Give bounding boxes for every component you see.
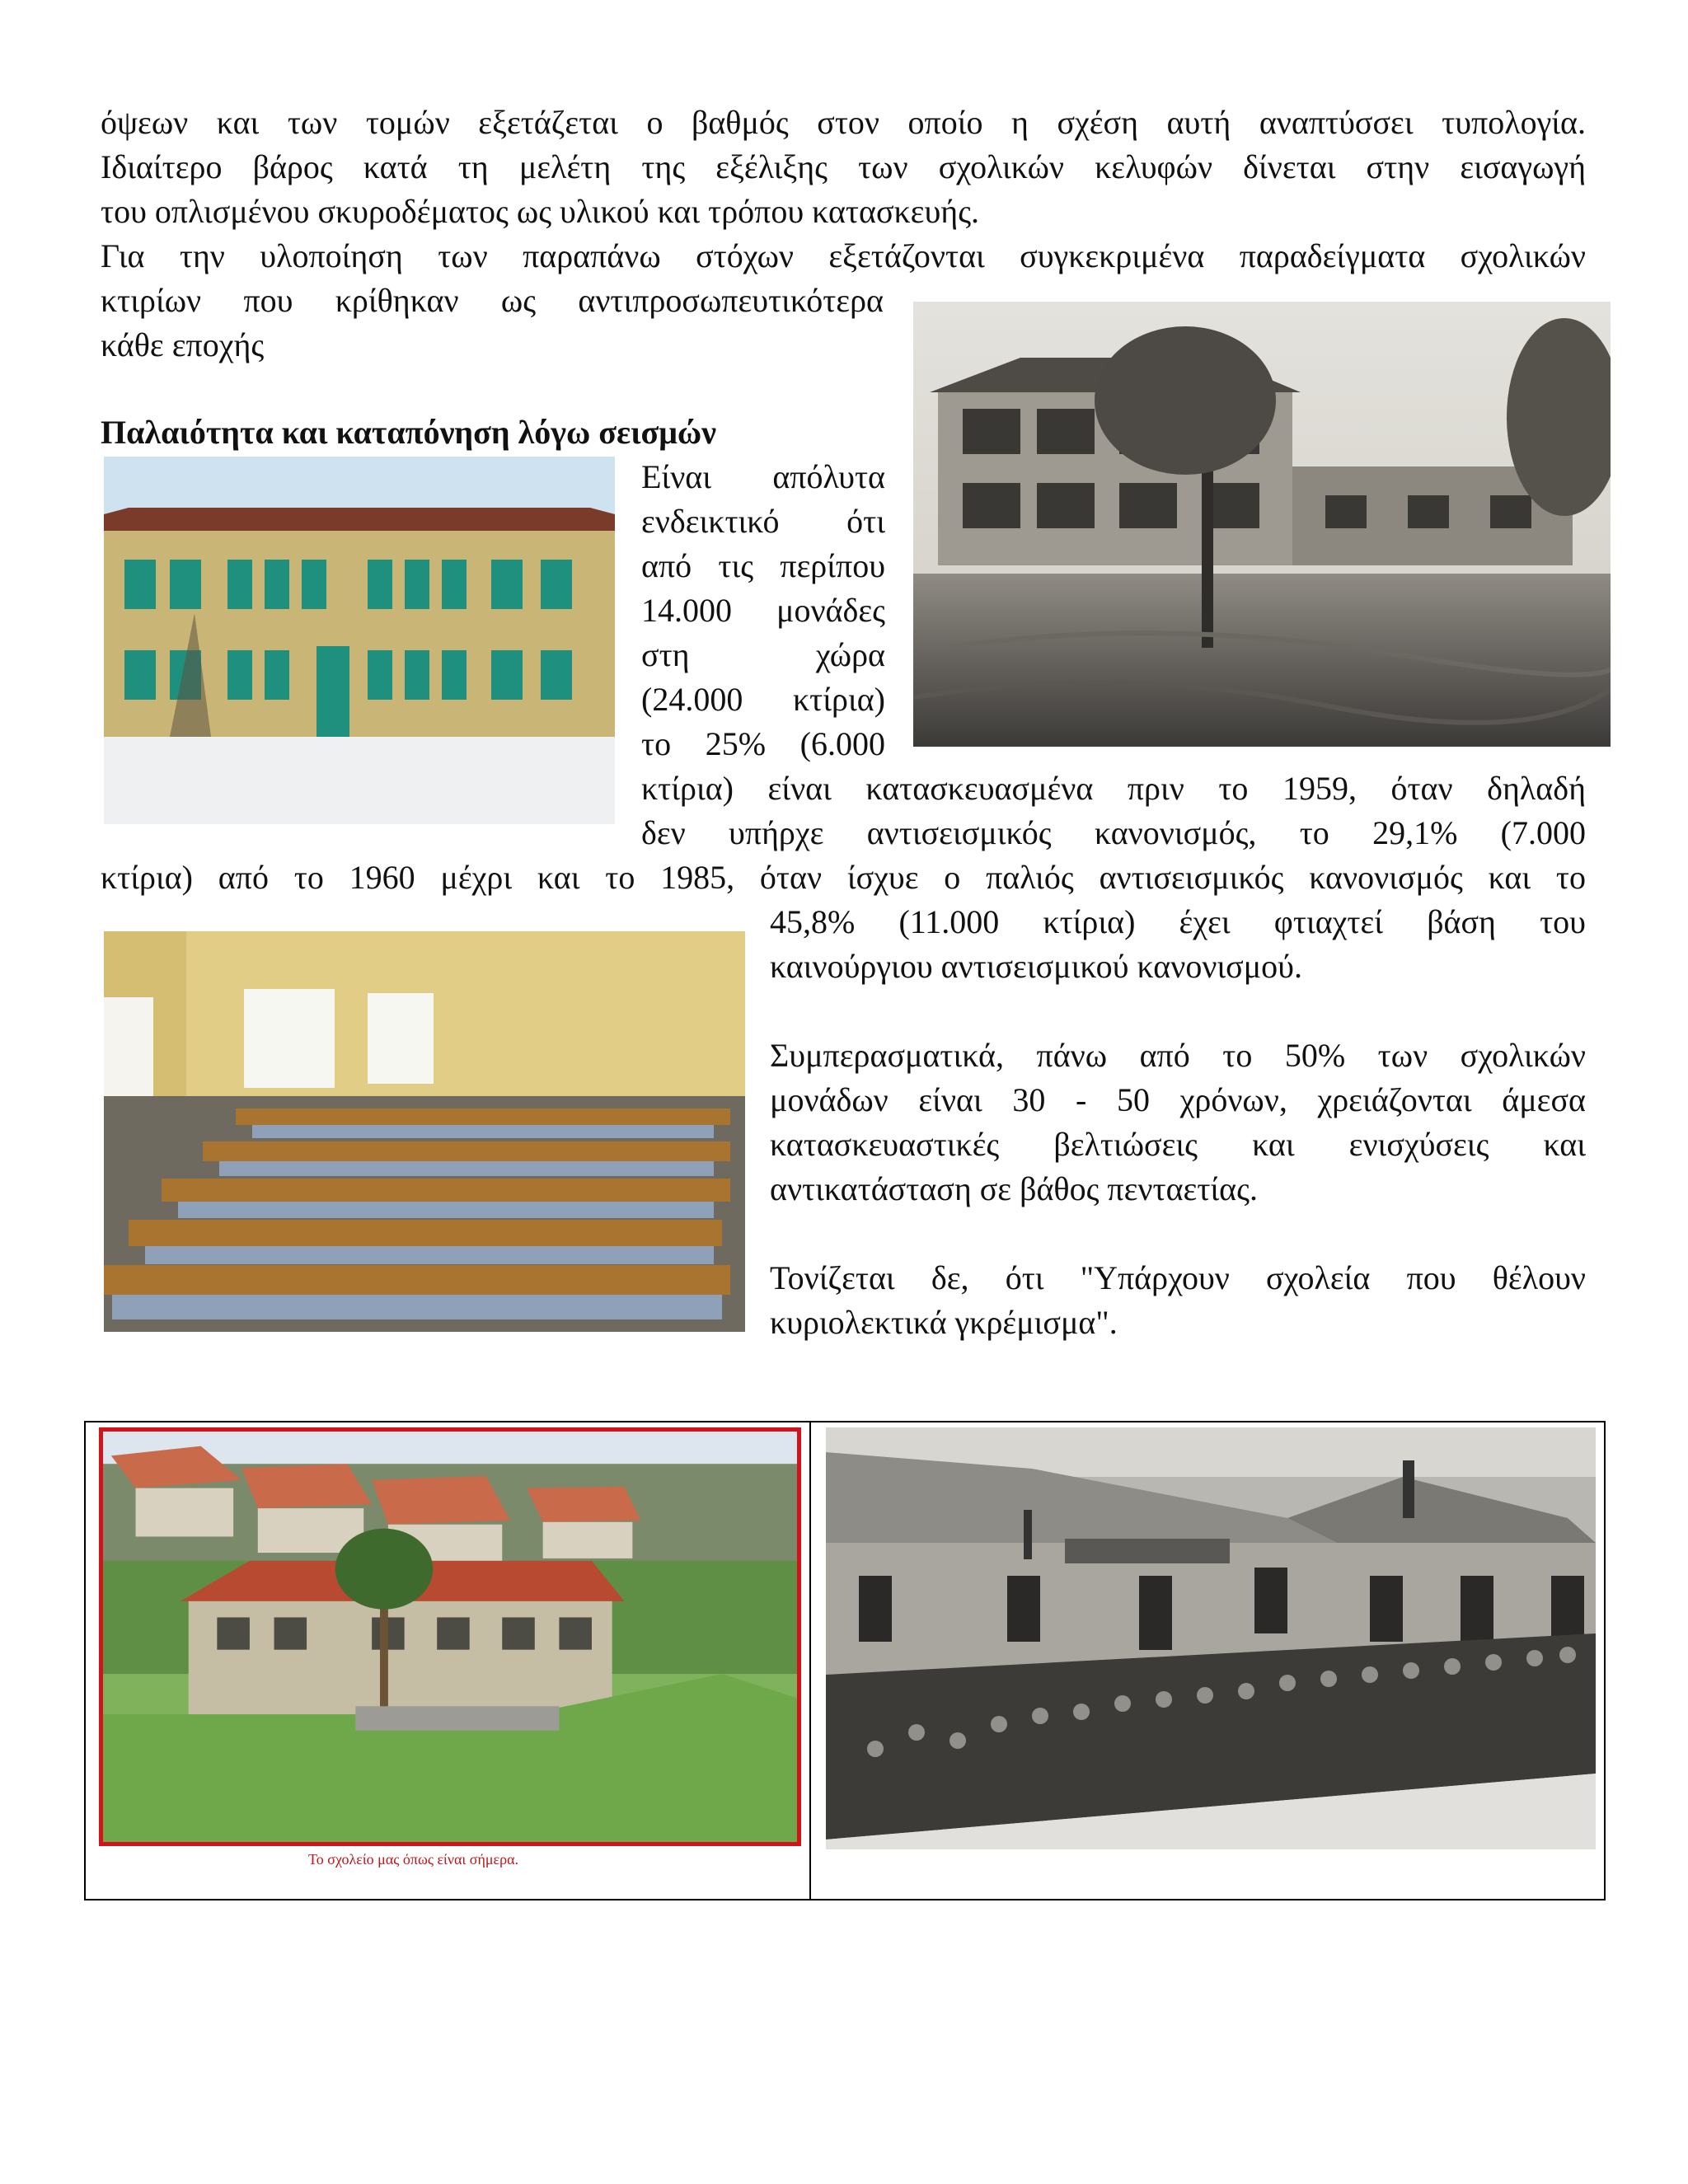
photo-table <box>84 1421 1606 1900</box>
section-line: στη χώρα <box>641 636 885 673</box>
yellow-school-photo <box>104 457 615 824</box>
paragraph-line: του οπλισμένου σκυροδέματος ως υλικού και τρόπου κατασκευής. <box>101 193 980 230</box>
old-school-photo <box>913 302 1611 747</box>
section-line: καινούργιου αντισεισμικού κανονισμού. <box>770 948 1302 985</box>
quote-line: Τονίζεται δε, ότι "Υπάρχουν σχολεία που θέλουν <box>770 1259 1586 1296</box>
section-line: το 25% (6.000 <box>641 725 885 762</box>
conclusion-line: μονάδων είναι 30 - 50 χρόνων, χρειάζονται άμεσα <box>770 1081 1586 1118</box>
paragraph-line: Ιδιαίτερο βάρος κατά τη μελέτη της εξέλιξης των σχολικών κελυφών δίνεται στην εισαγωγή <box>101 148 1586 185</box>
section-line: κτίρια) από το 1960 μέχρι και το 1985, όταν ίσχυε ο παλιός αντισεισμικός κανονισμός και το <box>101 859 1586 896</box>
paragraph-line: Για την υλοποίηση των παραπάνω στόχων εξετάζονται συγκεκριμένα παραδείγματα σχολικών <box>101 237 1586 274</box>
section-line: από τις περίπου <box>641 547 885 584</box>
section-line: κτίρια) είναι κατασκευασμένα πριν το 1959, όταν δηλαδή <box>641 770 1586 807</box>
table-divider <box>809 1422 811 1899</box>
quote-line: κυριολεκτικά γκρέμισμα". <box>770 1304 1118 1341</box>
conclusion-line: αντικατάσταση σε βάθος πενταετίας. <box>770 1170 1258 1207</box>
school-today-photo <box>99 1427 801 1846</box>
paragraph-line: όψεων και των τομών εξετάζεται ο βαθμός στον οποίο η σχέση αυτή αναπτύσσει τυπολογία. <box>101 104 1586 141</box>
section-line: δεν υπήρχε αντισεισμικός κανονισμός, το 29,1% (7.000 <box>641 814 1586 851</box>
paragraph-line: κτιρίων που κρίθηκαν ως αντιπροσωπευτικότερα <box>101 282 884 319</box>
classroom-photo <box>104 931 745 1332</box>
historic-group-photo <box>826 1427 1596 1849</box>
section-heading: Παλαιότητα και καταπόνηση λόγω σεισμών <box>101 414 717 451</box>
photo-caption: Το σχολείο μας όπως είναι σήμερα. <box>308 1851 519 1868</box>
section-line: (24.000 κτίρια) <box>641 681 885 718</box>
conclusion-line: κατασκευαστικές βελτιώσεις και ενισχύσεις και <box>770 1126 1586 1163</box>
section-line: Είναι απόλυτα <box>641 458 885 495</box>
section-line: 14.000 μονάδες <box>641 592 885 629</box>
section-line: ενδεικτικό ότι <box>641 503 885 540</box>
section-line: 45,8% (11.000 κτίρια) έχει φτιαχτεί βάση του <box>770 903 1586 940</box>
paragraph-line: κάθε εποχής <box>101 326 265 363</box>
conclusion-line: Συμπερασματικά, πάνω από το 50% των σχολικών <box>770 1037 1586 1074</box>
